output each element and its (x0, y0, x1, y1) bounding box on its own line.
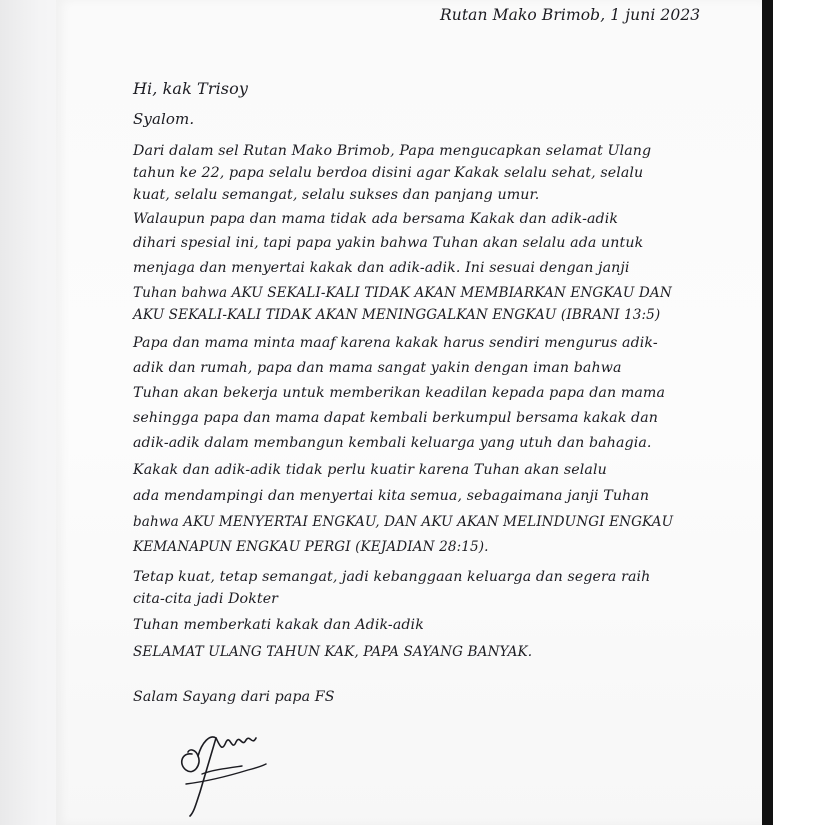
letter-line: AKU SEKALI-KALI TIDAK AKAN MENINGGALKAN ENGKAU (IBRANI 13:5) (133, 307, 661, 323)
letter-line: adik-adik dalam membangun kembali keluarga yang utuh dan bahagia. (133, 435, 652, 451)
salutation: Syalom. (133, 110, 195, 128)
letter-line: KEMANAPUN ENGKAU PERGI (KEJADIAN 28:15). (133, 539, 489, 555)
signature (172, 712, 282, 822)
letter-line: adik dan rumah, papa dan mama sangat yakin dengan iman bahwa (133, 360, 622, 376)
letter-line: sehingga papa dan mama dapat kembali berkumpul bersama kakak dan (133, 410, 659, 426)
letter-line: ada mendampingi dan menyertai kita semua, sebagaimana janji Tuhan (133, 488, 650, 504)
letter-line: Papa dan mama minta maaf karena kakak harus sendiri mengurus adik- (133, 335, 658, 351)
letter-line: Tuhan bahwa AKU SEKALI-KALI TIDAK AKAN MEMBIARKAN ENGKAU DAN (133, 285, 672, 301)
letter-line: Dari dalam sel Rutan Mako Brimob, Papa mengucapkan selamat Ulang (133, 143, 652, 159)
letter-line: menjaga dan menyertai kakak dan adik-adik. Ini sesuai dengan janji (133, 260, 630, 276)
letter-line: bahwa AKU MENYERTAI ENGKAU, DAN AKU AKAN MELINDUNGI ENGKAU (133, 514, 674, 530)
greeting: Hi, kak Trisoy (133, 79, 248, 98)
letter-line: Kakak dan adik-adik tidak perlu kuatir karena Tuhan akan selalu (133, 462, 607, 478)
place-date: Rutan Mako Brimob, 1 juni 2023 (440, 6, 701, 24)
letter-line: SELAMAT ULANG TAHUN KAK, PAPA SAYANG BANYAK. (133, 644, 533, 660)
letter-line: Tuhan memberkati kakak dan Adik-adik (133, 617, 424, 633)
letter-line: dihari spesial ini, tapi papa yakin bahwa Tuhan akan selalu ada untuk (133, 235, 644, 251)
letter-line: Tuhan akan bekerja untuk memberikan keadilan kepada papa dan mama (133, 385, 666, 401)
letter-line: tahun ke 22, papa selalu berdoa disini agar Kakak selalu sehat, selalu (133, 165, 644, 181)
letter-line: kuat, selalu semangat, selalu sukses dan panjang umur. (133, 187, 540, 203)
letter-line: cita-cita jadi Dokter (133, 591, 279, 607)
letter-closing: Salam Sayang dari papa FS (133, 689, 335, 705)
letter-line: Walaupun papa dan mama tidak ada bersama Kakak dan adik-adik (133, 211, 619, 227)
photo-edge-strip (762, 0, 773, 825)
letter-line: Tetap kuat, tetap semangat, jadi kebanggaan keluarga dan segera raih (133, 569, 651, 585)
